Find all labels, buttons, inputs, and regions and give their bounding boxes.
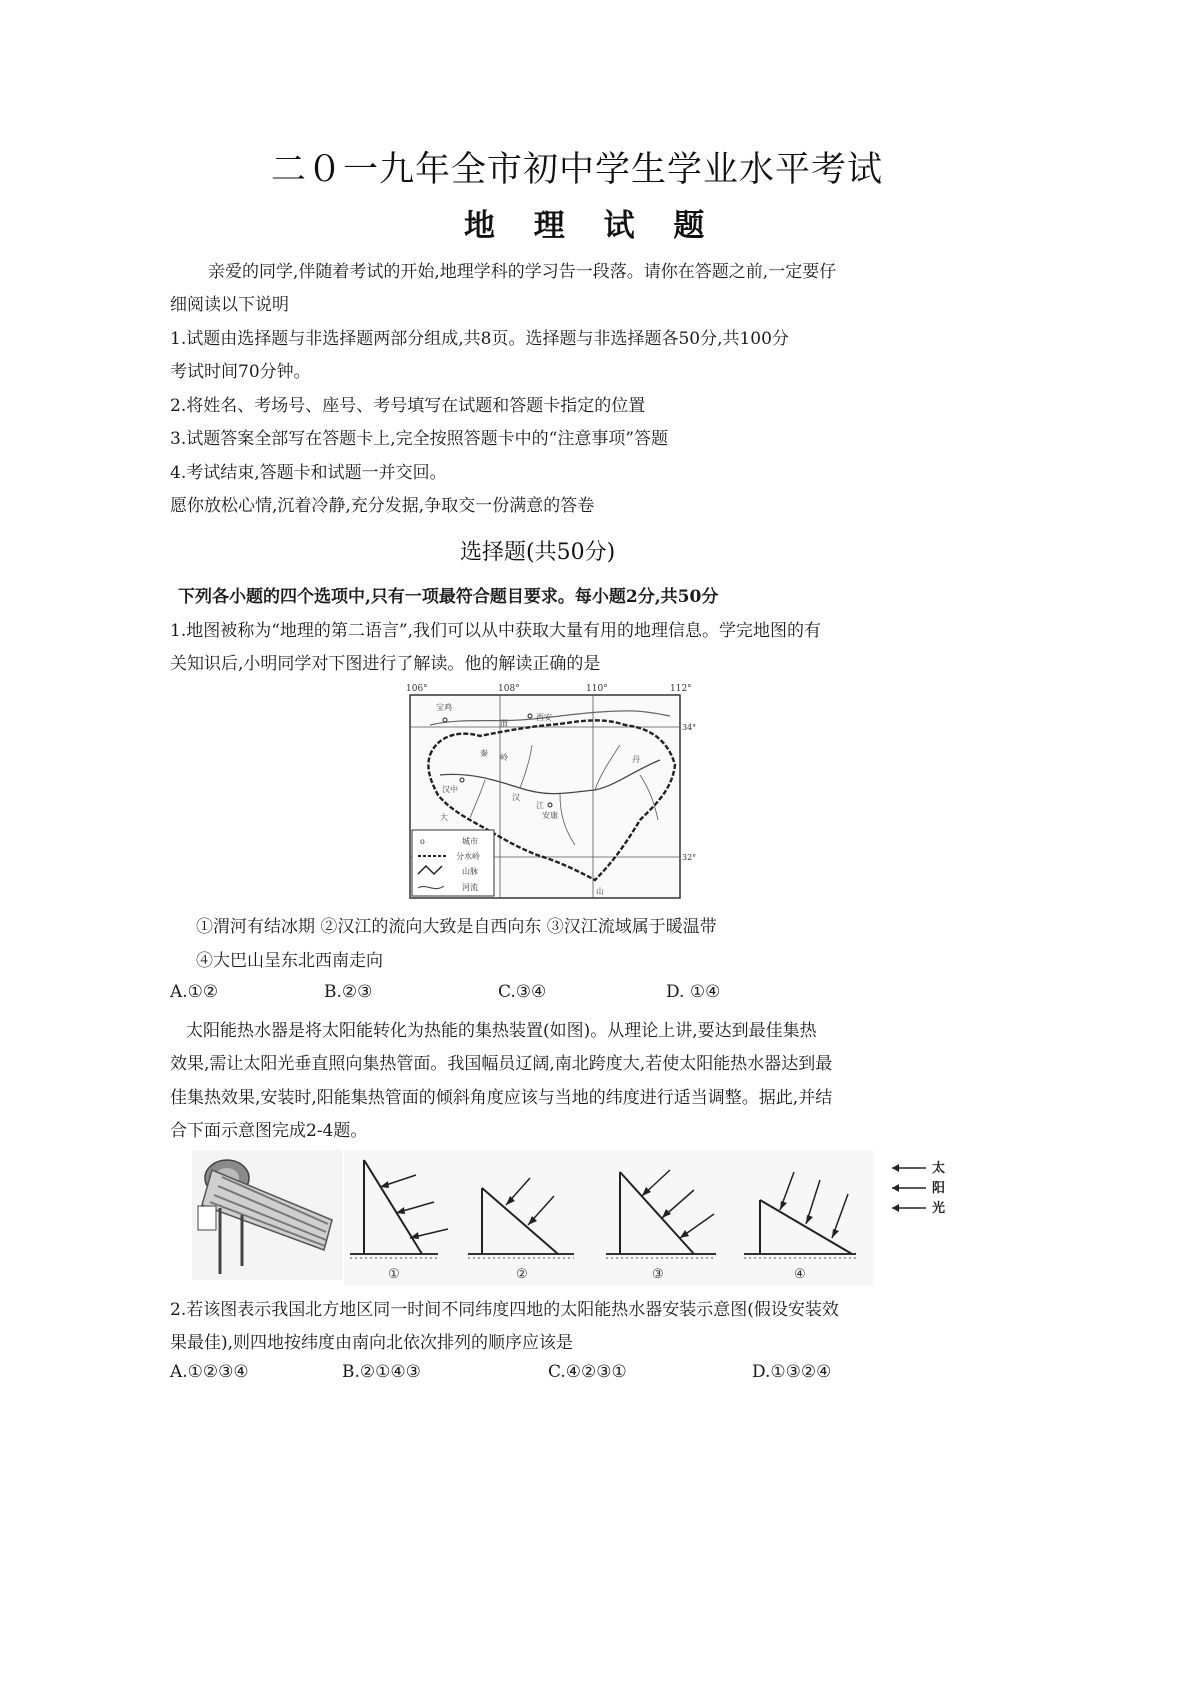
place-da: 大 bbox=[440, 813, 448, 822]
q1-option-b: B.②③ bbox=[324, 982, 373, 1002]
place-jiang: 江 bbox=[536, 801, 544, 810]
sun-legend-char-3: 光 bbox=[932, 1201, 946, 1216]
q1-line-2: 关知识后,小明同学对下图进行了解读。他的解读正确的是 bbox=[170, 654, 601, 674]
q2-option-c: C.④②③① bbox=[548, 1362, 627, 1382]
section-title: 选择题(共50分) bbox=[460, 540, 616, 565]
intro-line-2: 细阅读以下说明 bbox=[170, 295, 289, 315]
sun-legend-char-1: 太 bbox=[932, 1161, 946, 1176]
passage-line-4: 合下面示意图完成2-4题。 bbox=[170, 1121, 368, 1141]
rule-1b: 考试时间70分钟。 bbox=[170, 362, 311, 382]
rule-4: 4.考试结束,答题卡和试题一并交回。 bbox=[170, 463, 447, 483]
exam-title: 二０一九年全市初中学生学业水平考试 bbox=[271, 150, 884, 190]
q2-option-b: B.②①④③ bbox=[342, 1362, 421, 1382]
han-river-basin-map bbox=[400, 680, 700, 902]
place-han: 汉 bbox=[512, 793, 520, 802]
diagram-label-2: ② bbox=[516, 1267, 528, 1282]
place-baoji: 宝鸡 bbox=[436, 703, 452, 712]
place-dan: 丹 bbox=[632, 755, 640, 764]
sunlight-legend bbox=[886, 1152, 956, 1232]
place-ankang: 安康 bbox=[542, 811, 558, 820]
q2-line-1: 2.若该图表示我国北方地区同一时间不同纬度四地的太阳能热水器安装示意图(假设安装效 bbox=[170, 1300, 839, 1320]
lon-label-106: 106° bbox=[406, 684, 428, 694]
rule-3: 3.试题答案全部写在答题卡上,完全按照答题卡中的“注意事项”答题 bbox=[170, 429, 669, 449]
installation-diagrams bbox=[344, 1150, 874, 1286]
legend-mountain-label: 山脉 bbox=[462, 867, 478, 876]
q1-option-a: A.①② bbox=[170, 982, 219, 1002]
sun-legend-char-2: 阳 bbox=[932, 1181, 946, 1196]
lat-label-32: 32° bbox=[682, 853, 697, 862]
diagram-label-1: ① bbox=[388, 1267, 400, 1282]
passage-line-3: 佳集热效果,安装时,阳能集热管面的倾斜角度应该与当地的纬度进行适当调整。据此,并结 bbox=[170, 1088, 833, 1108]
legend-city-symbol: o bbox=[420, 837, 425, 846]
place-qin: 秦 bbox=[480, 749, 488, 758]
rule-2: 2.将姓名、考场号、座号、考号填写在试题和答题卡指定的位置 bbox=[170, 396, 646, 416]
solar-water-heater-image bbox=[192, 1150, 342, 1280]
q1-statements-1: ①渭河有结冰期 ②汉江的流向大致是自西向东 ③汉江流域属于暖温带 bbox=[196, 917, 717, 937]
place-ling: 岭 bbox=[500, 753, 508, 762]
q2-line-2: 果最佳),则四地按纬度由南向北依次排列的顺序应该是 bbox=[170, 1333, 574, 1353]
brand-tag bbox=[198, 1206, 216, 1230]
legend-divide-label: 分水岭 bbox=[456, 852, 480, 861]
rule-1a: 1.试题由选择题与非选择题两部分组成,共8页。选择题与非选择题各50分,共100分 bbox=[170, 329, 789, 349]
q1-line-1: 1.地图被称为“地理的第二语言”,我们可以从中获取大量有用的地理信息。学完地图的有 bbox=[170, 621, 822, 641]
q1-option-c: C.③④ bbox=[498, 982, 547, 1002]
place-wei: 渭 bbox=[500, 719, 508, 728]
lat-label-34: 34° bbox=[682, 723, 697, 732]
passage-line-2: 效果,需让太阳光垂直照向集热管面。我国幅员辽阔,南北跨度大,若使太阳能热水器达到最 bbox=[170, 1054, 833, 1074]
exam-subtitle: 地 理 试 题 bbox=[464, 208, 719, 244]
place-hanzhong: 汉中 bbox=[442, 785, 458, 794]
wish-line: 愿你放松心情,沉着冷静,充分发据,争取交一份满意的答卷 bbox=[170, 496, 595, 516]
place-xian: 西安 bbox=[536, 713, 552, 722]
lon-label-112: 112° bbox=[670, 684, 692, 694]
legend-river-label: 河流 bbox=[462, 883, 478, 892]
legend-city-label: 城市 bbox=[462, 837, 478, 846]
lon-label-108: 108° bbox=[498, 684, 520, 694]
intro-line-1: 亲爱的同学,伴随着考试的开始,地理学科的学习告一段落。请你在答题之前,一定要仔 bbox=[208, 262, 837, 282]
q2-option-d: D.①③②④ bbox=[752, 1362, 832, 1382]
q1-option-d: D. ①④ bbox=[666, 982, 721, 1002]
diagram-label-4: ④ bbox=[794, 1267, 806, 1282]
section-instruction: 下列各小题的四个选项中,只有一项最符合题目要求。每小题2分,共50分 bbox=[178, 587, 719, 607]
place-shan: 山 bbox=[596, 887, 604, 896]
q1-statements-2: ④大巴山呈东北西南走向 bbox=[196, 951, 383, 971]
diagram-label-3: ③ bbox=[652, 1267, 664, 1282]
lon-label-110: 110° bbox=[586, 684, 608, 694]
q2-option-a: A.①②③④ bbox=[170, 1362, 249, 1382]
passage-line-1: 太阳能热水器是将太阳能转化为热能的集热装置(如图)。从理论上讲,要达到最佳集热 bbox=[186, 1021, 817, 1041]
